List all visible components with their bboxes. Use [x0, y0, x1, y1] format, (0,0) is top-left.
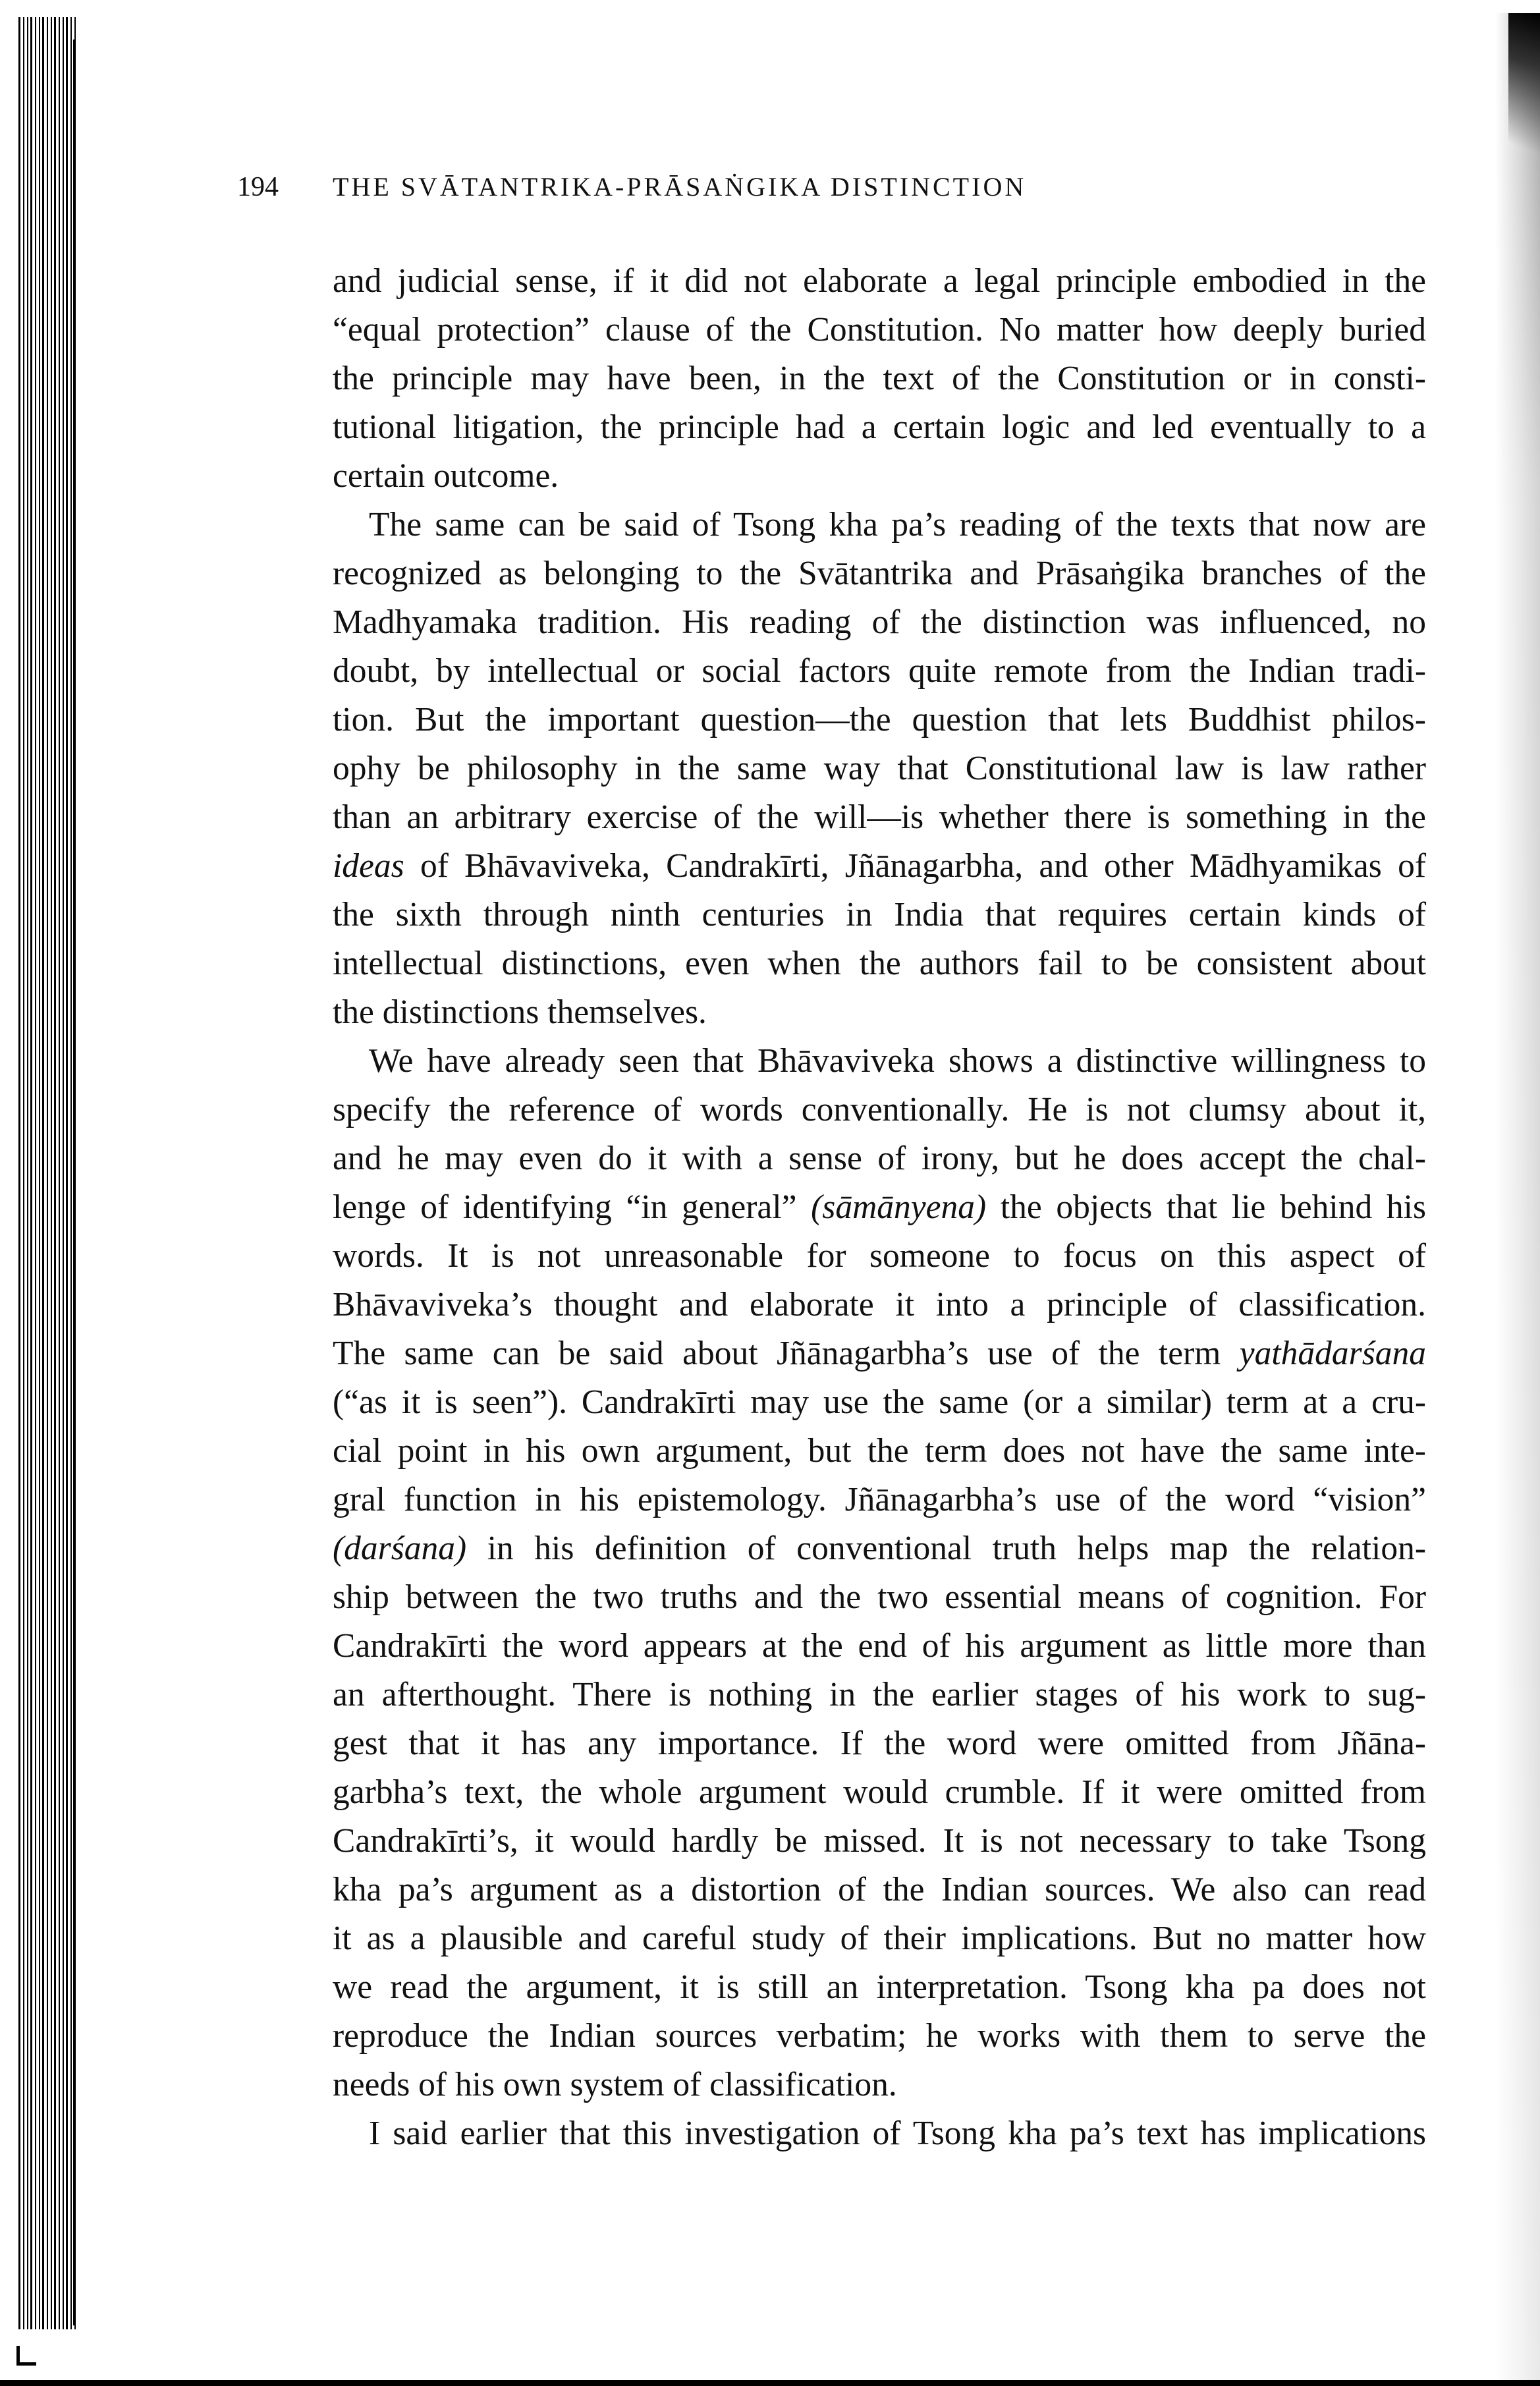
- line-text: and judicial sense, if it did not elaborate a legal principle embodied in the: [333, 262, 1426, 300]
- line-text: an afterthought. There is nothing in the earlier stages of his work to sug-: [333, 1676, 1426, 1713]
- text-line: [333, 744, 1426, 793]
- italic-term: ideas: [333, 847, 404, 885]
- text-line: [333, 257, 1426, 306]
- line-text: recognized as belonging to the Svātantrika and Prāsaṅgika branches of the: [333, 555, 1426, 592]
- scan-bottom-border: [0, 2380, 1540, 2386]
- text-line: [333, 1378, 1426, 1427]
- text-line: [333, 1573, 1426, 1622]
- text-line: [333, 1232, 1426, 1281]
- running-head: [237, 171, 1423, 211]
- line-text: the sixth through ninth centuries in India that requires certain kinds of: [333, 896, 1426, 933]
- line-text: the distinctions themselves.: [333, 993, 707, 1031]
- line-text: Candrakīrti the word appears at the end of his argument as little more than: [333, 1627, 1426, 1665]
- page-edge-shadow-top: [1508, 13, 1540, 158]
- line-text: doubt, by intellectual or social factors quite remote from the Indian tradi-: [333, 652, 1426, 690]
- text-line: [333, 1427, 1426, 1476]
- italic-term: (darśana): [333, 1530, 467, 1567]
- text-line: [333, 354, 1426, 403]
- text-line: [333, 891, 1426, 939]
- line-text: “equal protection” clause of the Constitution. No matter how deeply buried: [333, 311, 1426, 348]
- line-text: tion. But the important question—the question that lets Buddhist philos-: [333, 701, 1426, 738]
- line-text: ship between the two truths and the two essential means of cognition. For: [333, 1578, 1426, 1616]
- italic-term: (sāmānyena): [811, 1188, 987, 1226]
- text-line: [333, 1134, 1426, 1183]
- text-line: [333, 549, 1426, 598]
- line-text: we read the argument, it is still an interpretation. Tsong kha pa does not: [333, 1968, 1426, 2006]
- italic-term: yathādarśana: [1239, 1335, 1426, 1372]
- page-edge-shadow: [1495, 13, 1540, 2385]
- text-line: [333, 793, 1426, 842]
- line-text: lenge of identifying “in general”: [333, 1188, 811, 1226]
- line-text: cial point in his own argument, but the term does not have the same inte-: [333, 1432, 1426, 1470]
- line-text: We have already seen that Bhāvaviveka shows a distinctive willingness to: [369, 1042, 1426, 1080]
- text-line: [333, 1281, 1426, 1329]
- page-number: 194: [237, 172, 279, 202]
- text-line: [333, 1817, 1426, 1866]
- line-text: The same can be said about Jñānagarbha’s use of the term: [333, 1335, 1240, 1372]
- text-line: [333, 2109, 1426, 2158]
- line-text: than an arbitrary exercise of the will—is whether there is something in the: [333, 798, 1426, 836]
- line-text: Bhāvaviveka’s thought and elaborate it into a principle of classification.: [333, 1286, 1426, 1323]
- text-line: [333, 939, 1426, 988]
- line-text: certain outcome.: [333, 457, 559, 495]
- line-text: Madhyamaka tradition. His reading of the distinction was influenced, no: [333, 603, 1426, 641]
- scan-corner-mark: [16, 2346, 36, 2366]
- line-text: words. It is not unreasonable for someone to focus on this aspect of: [333, 1237, 1426, 1275]
- line-text: Candrakīrti’s, it would hardly be missed. It is not necessary to take Tsong: [333, 1822, 1426, 1860]
- text-line: [333, 696, 1426, 744]
- text-line: [333, 452, 1426, 501]
- text-line: [333, 2012, 1426, 2061]
- line-text: I said earlier that this investigation of Tsong kha pa’s text has implications: [369, 2115, 1426, 2152]
- line-text: gral function in his epistemology. Jñānagarbha’s use of the word “vision”: [333, 1481, 1426, 1518]
- line-text-after: the objects that lie behind his: [986, 1188, 1426, 1226]
- text-line: [333, 1622, 1426, 1671]
- text-line: [333, 501, 1426, 549]
- line-text: specify the reference of words conventionally. He is not clumsy about it,: [333, 1091, 1426, 1128]
- text-line: [333, 842, 1426, 891]
- text-line: [333, 1719, 1426, 1768]
- line-text: it as a plausible and careful study of their implications. But no matter how: [333, 1920, 1426, 1957]
- line-text: reproduce the Indian sources verbatim; he works with them to serve the: [333, 2017, 1426, 2055]
- text-line: [333, 1476, 1426, 1524]
- line-text: kha pa’s argument as a distortion of the Indian sources. We also can read: [333, 1871, 1426, 1908]
- text-line: [333, 1914, 1426, 1963]
- text-line: [333, 1866, 1426, 1914]
- line-text: tutional litigation, the principle had a certain logic and led eventually to a: [333, 408, 1426, 446]
- line-text: The same can be said of Tsong kha pa’s reading of the texts that now are: [369, 506, 1426, 543]
- line-text: ophy be philosophy in the same way that Constitutional law is law rather: [333, 750, 1426, 787]
- text-line: [333, 2061, 1426, 2109]
- text-line: [333, 647, 1426, 696]
- line-text: gest that it has any importance. If the word were omitted from Jñāna-: [333, 1725, 1426, 1762]
- text-line: [333, 1963, 1426, 2012]
- text-line: [333, 988, 1426, 1037]
- text-line: [333, 1037, 1426, 1086]
- text-line: [333, 306, 1426, 354]
- book-gutter-edge: [73, 40, 74, 2325]
- text-line: [333, 1768, 1426, 1817]
- text-line: [333, 403, 1426, 452]
- page-title: THE SVĀTANTRIKA-PRĀSAṄGIKA DISTINCTION: [333, 172, 1027, 202]
- text-line: [333, 1086, 1426, 1134]
- line-text: the principle may have been, in the text of the Constitution or in consti-: [333, 360, 1426, 397]
- text-line: [333, 1329, 1426, 1378]
- line-text: (“as it is seen”). Candrakīrti may use the same (or a similar) term at a cru-: [333, 1383, 1426, 1421]
- line-text: of Bhāvaviveka, Candrakīrti, Jñānagarbha, and other Mādhyamikas of: [404, 847, 1426, 885]
- line-text: in his definition of conventional truth helps map the relation-: [466, 1530, 1426, 1567]
- line-text: and he may even do it with a sense of irony, but he does accept the chal-: [333, 1140, 1426, 1177]
- line-text: garbha’s text, the whole argument would crumble. If it were omitted from: [333, 1773, 1426, 1811]
- line-text: needs of his own system of classification.: [333, 2066, 897, 2103]
- text-line: [333, 598, 1426, 647]
- body-text: [333, 257, 1426, 2158]
- text-line: [333, 1671, 1426, 1719]
- text-line: [333, 1524, 1426, 1573]
- line-text: intellectual distinctions, even when the authors fail to be consistent about: [333, 945, 1426, 982]
- book-binding-shadow: [18, 17, 78, 2329]
- text-line: [333, 1183, 1426, 1232]
